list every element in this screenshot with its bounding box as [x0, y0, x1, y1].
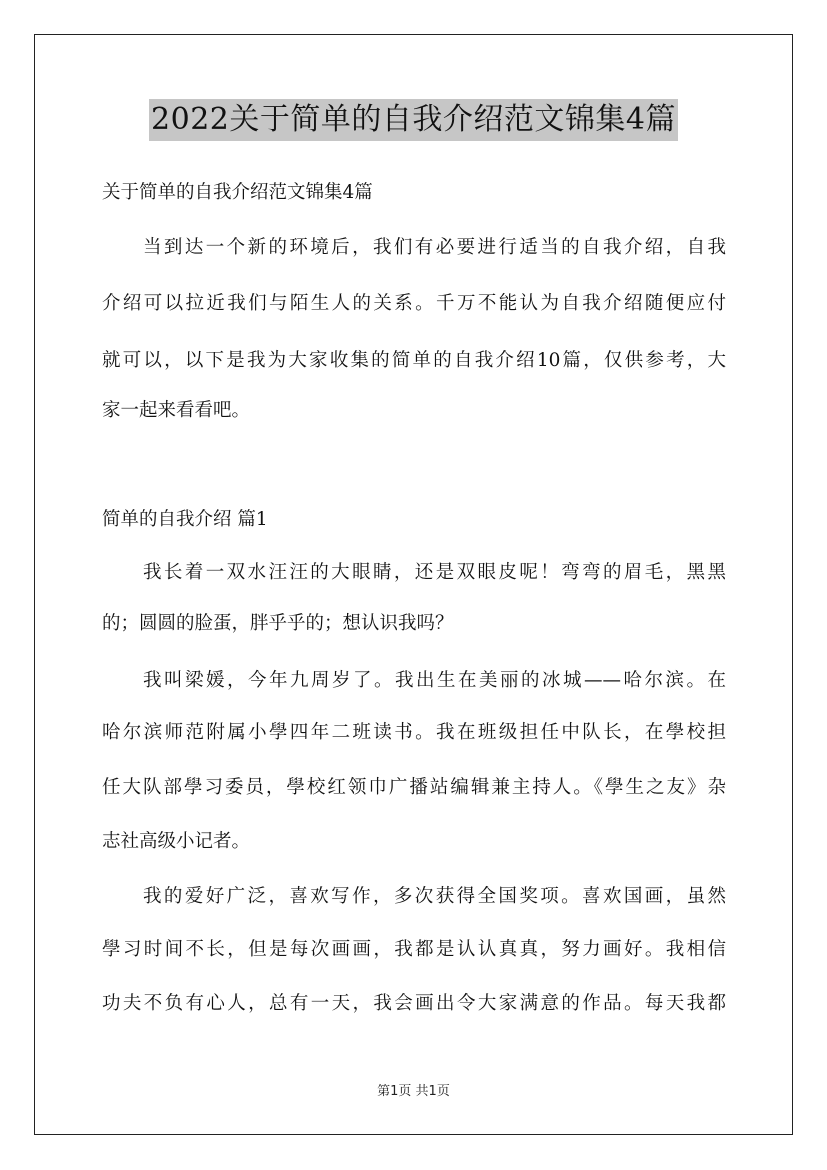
- paragraph-line: 我长着一双水汪汪的大眼睛，还是双眼皮呢！弯弯的眉毛，黑黑: [143, 562, 726, 583]
- paragraph-line: 志社高级小记者。: [102, 831, 251, 852]
- intro-line: 家一起来看看吧。: [102, 400, 251, 421]
- paragraph-line: 功夫不负有心人，总有一天，我会画出令大家满意的作品。每天我都: [102, 993, 726, 1014]
- paragraph-line: 任大队部學习委员，學校红领巾广播站编辑兼主持人。《學生之友》杂: [102, 777, 726, 798]
- intro-line: 介绍可以拉近我们与陌生人的关系。千万不能认为自我介绍随便应付: [102, 293, 726, 314]
- paragraph-line: 的；圆圆的脸蛋，胖乎乎的；想认识我吗？: [102, 613, 454, 634]
- intro-line: 当到达一个新的环境后，我们有必要进行适当的自我介绍，自我: [143, 237, 726, 258]
- intro-line: 就可以，以下是我为大家收集的简单的自我介绍10篇，仅供参考，大: [102, 350, 726, 371]
- document-title-text: 2022关于简单的自我介绍范文锦集4篇: [149, 99, 678, 141]
- page-number: 第1页 共1页: [377, 1084, 450, 1099]
- section-heading: 简单的自我介绍 篇1: [102, 509, 268, 530]
- paragraph-line: 我的爱好广泛，喜欢写作，多次获得全国奖项。喜欢国画，虽然: [143, 886, 726, 907]
- document-title: [0, 99, 827, 141]
- paragraph-line: 學习时间不长，但是每次画画，我都是认认真真，努力画好。我相信: [102, 939, 726, 960]
- paragraph-line: 哈尔滨师范附属小學四年二班读书。我在班级担任中队长，在學校担: [102, 722, 726, 743]
- paragraph-line: 我叫梁媛，今年九周岁了。我出生在美丽的冰城——哈尔滨。在: [143, 670, 726, 691]
- document-subtitle: 关于简单的自我介绍范文锦集4篇: [102, 182, 373, 203]
